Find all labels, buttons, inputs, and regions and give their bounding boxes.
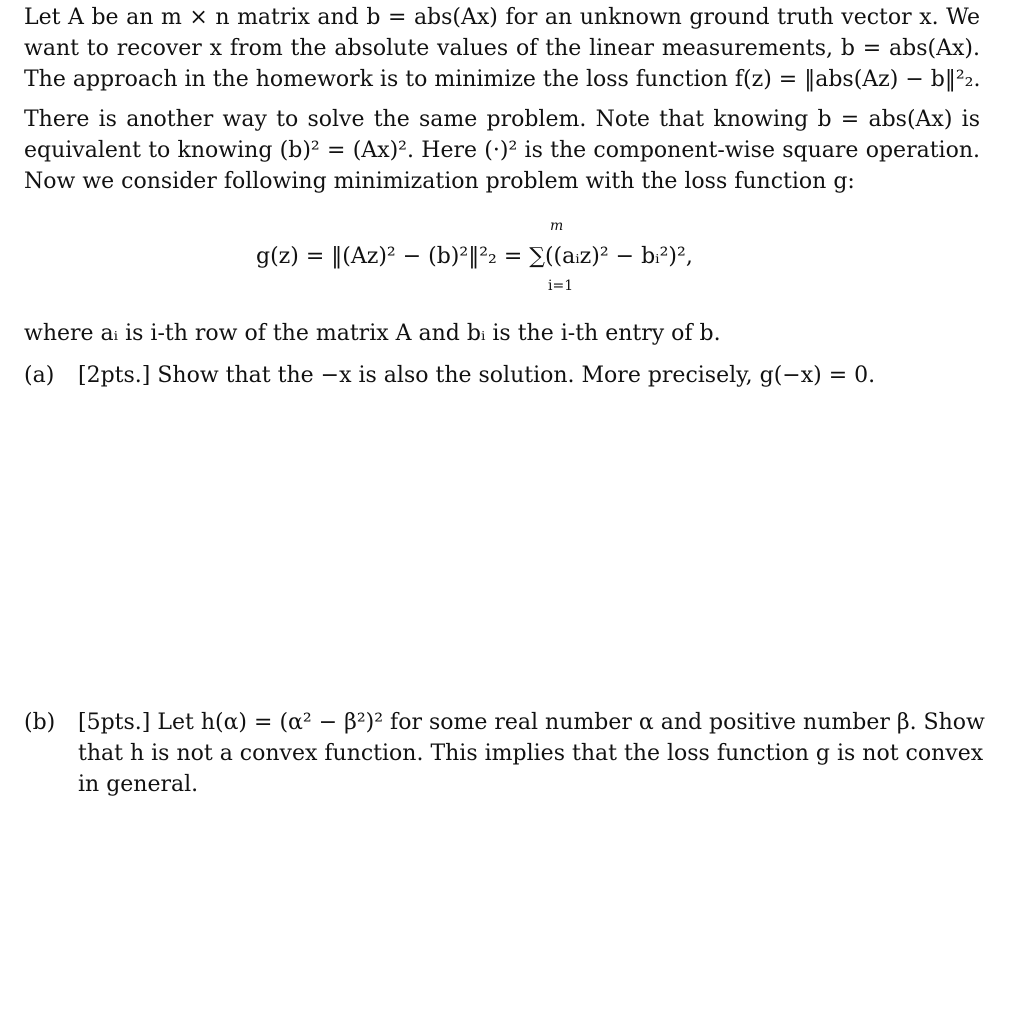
intro-line-2: want to recover x from the absolute values of the linear measurements, b = abs(Ax). (24, 36, 980, 61)
alternative-approach-paragraph (24, 104, 980, 197)
sum-upper-limit: m (550, 218, 564, 234)
part-b-text-1: [5pts.] Let h(α) = (α² − β²)² for some real number α and positive number β. Show (78, 710, 985, 735)
alt-line-2: equivalent to knowing (b)² = (Ax)². Here (·)² is the component-wise square operation. (24, 138, 980, 163)
part-a-text: [2pts.] Show that the −x is also the solution. More precisely, g(−x) = 0. (78, 363, 876, 388)
alt-line-3: Now we consider following minimization problem with the loss function g: (24, 169, 855, 194)
alt-line-1: There is another way to solve the same problem. Note that knowing b = abs(Ax) is (24, 107, 980, 132)
part-b-line-3: in general. (78, 772, 199, 797)
where-clause (24, 318, 980, 349)
part-a (24, 360, 980, 391)
loss-function-equation (0, 218, 1024, 300)
part-b (24, 707, 985, 800)
intro-line-3: The approach in the homework is to minimize the loss function f(z) = ‖abs(Az) − b‖²₂. (24, 67, 981, 92)
where-line: where aᵢ is i-th row of the matrix A and bᵢ is the i-th entry of b. (24, 321, 721, 346)
part-a-label: (a) (24, 363, 55, 388)
intro-paragraph (24, 2, 980, 95)
intro-line-1: Let A be an m × n matrix and b = abs(Ax) for an unknown ground truth vector x. We (24, 5, 980, 30)
part-b-label: (b) (24, 710, 56, 735)
equation-text: g(z) = ‖(Az)² − (b)²‖²₂ = ∑((aᵢz)² − bᵢ²)², (256, 244, 693, 269)
part-b-line-2: that h is not a convex function. This implies that the loss function g is not convex (78, 741, 984, 766)
sum-lower-limit: i=1 (548, 278, 574, 294)
part-b-line-1 (24, 707, 985, 738)
part-a-line (24, 360, 980, 391)
